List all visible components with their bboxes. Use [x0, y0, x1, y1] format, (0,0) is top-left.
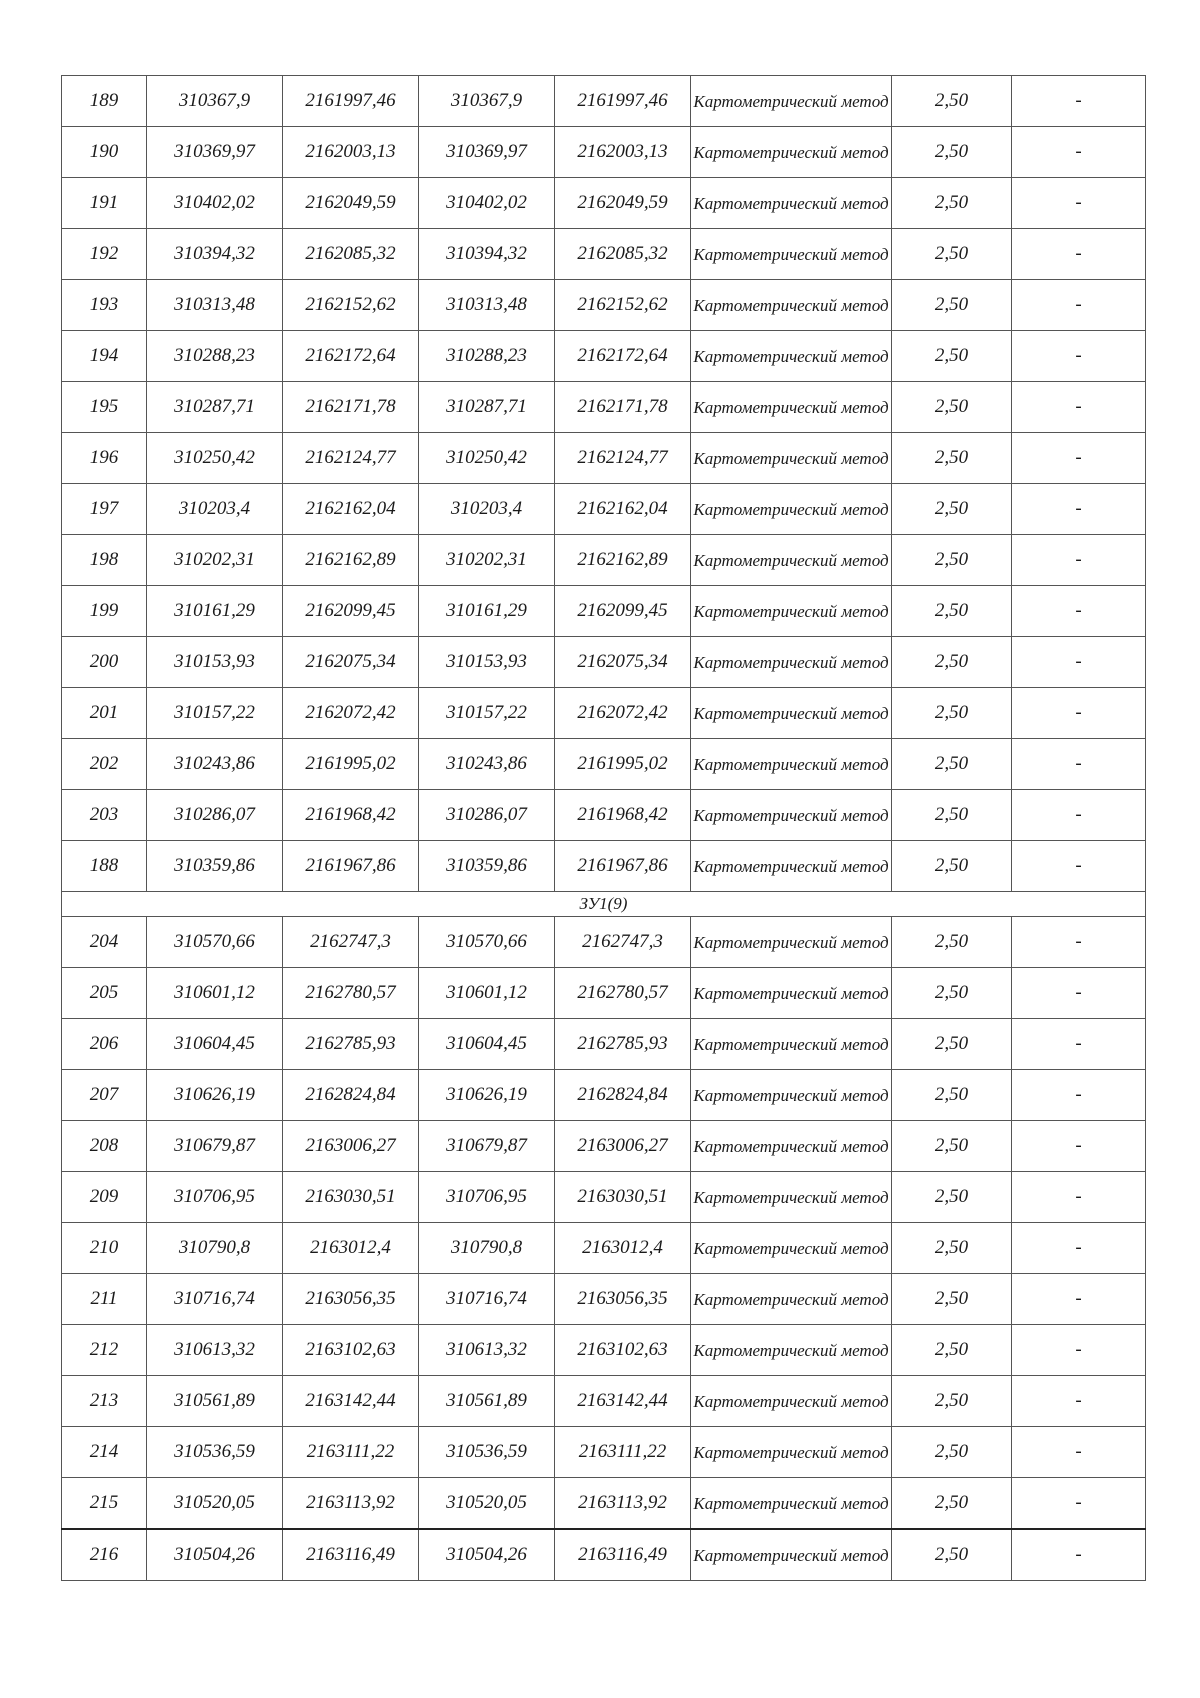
- table-row: [62, 1427, 1146, 1478]
- table-row: [62, 76, 1146, 127]
- refined-y-cell: 2161967,86: [555, 841, 691, 892]
- existing-y-cell: 2162785,93: [283, 1019, 419, 1070]
- refined-y-cell: 2163102,63: [555, 1325, 691, 1376]
- accuracy-cell: 2,50: [892, 1121, 1012, 1172]
- accuracy-cell: 2,50: [892, 127, 1012, 178]
- point-number-cell: 195: [62, 382, 147, 433]
- accuracy-cell: 2,50: [892, 790, 1012, 841]
- accuracy-cell: 2,50: [892, 535, 1012, 586]
- note-cell: -: [1012, 968, 1146, 1019]
- accuracy-cell: 2,50: [892, 280, 1012, 331]
- existing-x-cell: 310561,89: [147, 1376, 283, 1427]
- point-number-cell: 210: [62, 1223, 147, 1274]
- existing-y-cell: 2162003,13: [283, 127, 419, 178]
- refined-y-cell: 2162162,04: [555, 484, 691, 535]
- existing-x-cell: 310157,22: [147, 688, 283, 739]
- method-cell: Картометрический метод: [691, 1172, 892, 1223]
- refined-x-cell: 310203,4: [419, 484, 555, 535]
- note-cell: -: [1012, 1223, 1146, 1274]
- point-number-cell: 204: [62, 917, 147, 968]
- accuracy-cell: 2,50: [892, 1070, 1012, 1121]
- existing-x-cell: 310679,87: [147, 1121, 283, 1172]
- refined-x-cell: 310202,31: [419, 535, 555, 586]
- table-row: [62, 739, 1146, 790]
- existing-x-cell: 310536,59: [147, 1427, 283, 1478]
- refined-x-cell: 310520,05: [419, 1478, 555, 1530]
- note-cell: -: [1012, 127, 1146, 178]
- note-cell: -: [1012, 1376, 1146, 1427]
- table-row: [62, 1325, 1146, 1376]
- table-row: [62, 586, 1146, 637]
- existing-y-cell: 2162162,89: [283, 535, 419, 586]
- accuracy-cell: 2,50: [892, 1019, 1012, 1070]
- method-cell: Картометрический метод: [691, 1427, 892, 1478]
- accuracy-cell: 2,50: [892, 331, 1012, 382]
- accuracy-cell: 2,50: [892, 637, 1012, 688]
- existing-x-cell: 310369,97: [147, 127, 283, 178]
- table-row: [62, 688, 1146, 739]
- note-cell: -: [1012, 917, 1146, 968]
- existing-y-cell: 2163142,44: [283, 1376, 419, 1427]
- table-row: [62, 484, 1146, 535]
- refined-y-cell: 2163142,44: [555, 1376, 691, 1427]
- point-number-cell: 202: [62, 739, 147, 790]
- refined-x-cell: 310601,12: [419, 968, 555, 1019]
- existing-y-cell: 2161968,42: [283, 790, 419, 841]
- coordinates-table: [61, 75, 1146, 1581]
- note-cell: -: [1012, 382, 1146, 433]
- method-cell: Картометрический метод: [691, 688, 892, 739]
- existing-y-cell: 2162085,32: [283, 229, 419, 280]
- existing-y-cell: 2162780,57: [283, 968, 419, 1019]
- point-number-cell: 193: [62, 280, 147, 331]
- point-number-cell: 196: [62, 433, 147, 484]
- refined-y-cell: 2162099,45: [555, 586, 691, 637]
- point-number-cell: 213: [62, 1376, 147, 1427]
- refined-y-cell: 2161968,42: [555, 790, 691, 841]
- note-cell: -: [1012, 1070, 1146, 1121]
- note-cell: -: [1012, 739, 1146, 790]
- table-row: [62, 637, 1146, 688]
- existing-x-cell: 310504,26: [147, 1529, 283, 1581]
- note-cell: -: [1012, 433, 1146, 484]
- accuracy-cell: 2,50: [892, 1172, 1012, 1223]
- point-number-cell: 206: [62, 1019, 147, 1070]
- point-number-cell: 198: [62, 535, 147, 586]
- accuracy-cell: 2,50: [892, 1223, 1012, 1274]
- table-row: [62, 917, 1146, 968]
- refined-y-cell: 2162049,59: [555, 178, 691, 229]
- existing-x-cell: 310153,93: [147, 637, 283, 688]
- refined-x-cell: 310604,45: [419, 1019, 555, 1070]
- note-cell: -: [1012, 586, 1146, 637]
- point-number-cell: 208: [62, 1121, 147, 1172]
- note-cell: -: [1012, 1478, 1146, 1530]
- refined-y-cell: 2161995,02: [555, 739, 691, 790]
- refined-y-cell: 2162075,34: [555, 637, 691, 688]
- method-cell: Картометрический метод: [691, 790, 892, 841]
- refined-y-cell: 2163030,51: [555, 1172, 691, 1223]
- accuracy-cell: 2,50: [892, 586, 1012, 637]
- note-cell: -: [1012, 229, 1146, 280]
- existing-x-cell: 310203,4: [147, 484, 283, 535]
- point-number-cell: 190: [62, 127, 147, 178]
- note-cell: -: [1012, 1172, 1146, 1223]
- accuracy-cell: 2,50: [892, 1376, 1012, 1427]
- refined-y-cell: 2161997,46: [555, 76, 691, 127]
- point-number-cell: 201: [62, 688, 147, 739]
- existing-y-cell: 2162162,04: [283, 484, 419, 535]
- note-cell: -: [1012, 1274, 1146, 1325]
- note-cell: -: [1012, 1529, 1146, 1581]
- table-row: [62, 1070, 1146, 1121]
- existing-x-cell: 310394,32: [147, 229, 283, 280]
- refined-y-cell: 2162785,93: [555, 1019, 691, 1070]
- refined-x-cell: 310287,71: [419, 382, 555, 433]
- method-cell: Картометрический метод: [691, 637, 892, 688]
- existing-x-cell: 310250,42: [147, 433, 283, 484]
- refined-x-cell: 310161,29: [419, 586, 555, 637]
- existing-y-cell: 2162152,62: [283, 280, 419, 331]
- existing-y-cell: 2163116,49: [283, 1529, 419, 1581]
- refined-x-cell: 310402,02: [419, 178, 555, 229]
- accuracy-cell: 2,50: [892, 433, 1012, 484]
- refined-y-cell: 2162162,89: [555, 535, 691, 586]
- refined-y-cell: 2162747,3: [555, 917, 691, 968]
- note-cell: -: [1012, 331, 1146, 382]
- point-number-cell: 207: [62, 1070, 147, 1121]
- method-cell: Картометрический метод: [691, 382, 892, 433]
- existing-x-cell: 310367,9: [147, 76, 283, 127]
- table-row: [62, 968, 1146, 1019]
- note-cell: -: [1012, 178, 1146, 229]
- accuracy-cell: 2,50: [892, 688, 1012, 739]
- point-number-cell: 215: [62, 1478, 147, 1530]
- refined-y-cell: 2162085,32: [555, 229, 691, 280]
- existing-x-cell: 310286,07: [147, 790, 283, 841]
- note-cell: -: [1012, 76, 1146, 127]
- method-cell: Картометрический метод: [691, 331, 892, 382]
- refined-x-cell: 310243,86: [419, 739, 555, 790]
- refined-x-cell: 310153,93: [419, 637, 555, 688]
- existing-y-cell: 2161967,86: [283, 841, 419, 892]
- point-number-cell: 191: [62, 178, 147, 229]
- existing-x-cell: 310359,86: [147, 841, 283, 892]
- existing-x-cell: 310613,32: [147, 1325, 283, 1376]
- method-cell: Картометрический метод: [691, 1121, 892, 1172]
- accuracy-cell: 2,50: [892, 229, 1012, 280]
- method-cell: Картометрический метод: [691, 841, 892, 892]
- refined-x-cell: 310626,19: [419, 1070, 555, 1121]
- existing-y-cell: 2162075,34: [283, 637, 419, 688]
- table-row: [62, 382, 1146, 433]
- accuracy-cell: 2,50: [892, 1427, 1012, 1478]
- existing-y-cell: 2162124,77: [283, 433, 419, 484]
- existing-y-cell: 2163111,22: [283, 1427, 419, 1478]
- table-row: [62, 790, 1146, 841]
- note-cell: -: [1012, 1325, 1146, 1376]
- refined-x-cell: 310359,86: [419, 841, 555, 892]
- refined-x-cell: 310790,8: [419, 1223, 555, 1274]
- table-row: [62, 535, 1146, 586]
- note-cell: -: [1012, 484, 1146, 535]
- section-row: [62, 892, 1146, 917]
- existing-x-cell: 310706,95: [147, 1172, 283, 1223]
- accuracy-cell: 2,50: [892, 739, 1012, 790]
- refined-x-cell: 310504,26: [419, 1529, 555, 1581]
- existing-x-cell: 310202,31: [147, 535, 283, 586]
- refined-x-cell: 310286,07: [419, 790, 555, 841]
- note-cell: -: [1012, 637, 1146, 688]
- existing-x-cell: 310601,12: [147, 968, 283, 1019]
- existing-y-cell: 2163056,35: [283, 1274, 419, 1325]
- accuracy-cell: 2,50: [892, 76, 1012, 127]
- existing-x-cell: 310604,45: [147, 1019, 283, 1070]
- table-row: [62, 433, 1146, 484]
- method-cell: Картометрический метод: [691, 739, 892, 790]
- refined-x-cell: 310561,89: [419, 1376, 555, 1427]
- accuracy-cell: 2,50: [892, 917, 1012, 968]
- refined-x-cell: 310250,42: [419, 433, 555, 484]
- table-row: [62, 229, 1146, 280]
- point-number-cell: 199: [62, 586, 147, 637]
- refined-x-cell: 310716,74: [419, 1274, 555, 1325]
- refined-x-cell: 310367,9: [419, 76, 555, 127]
- refined-y-cell: 2163056,35: [555, 1274, 691, 1325]
- existing-y-cell: 2163030,51: [283, 1172, 419, 1223]
- refined-y-cell: 2163113,92: [555, 1478, 691, 1530]
- accuracy-cell: 2,50: [892, 1325, 1012, 1376]
- table-row: [62, 841, 1146, 892]
- existing-x-cell: 310313,48: [147, 280, 283, 331]
- refined-y-cell: 2162124,77: [555, 433, 691, 484]
- accuracy-cell: 2,50: [892, 1274, 1012, 1325]
- refined-x-cell: 310613,32: [419, 1325, 555, 1376]
- refined-y-cell: 2162780,57: [555, 968, 691, 1019]
- existing-x-cell: 310288,23: [147, 331, 283, 382]
- table-body: [62, 76, 1146, 1581]
- accuracy-cell: 2,50: [892, 484, 1012, 535]
- refined-x-cell: 310157,22: [419, 688, 555, 739]
- table-row: [62, 178, 1146, 229]
- refined-x-cell: 310706,95: [419, 1172, 555, 1223]
- table-row: [62, 1019, 1146, 1070]
- method-cell: Картометрический метод: [691, 280, 892, 331]
- existing-y-cell: 2163102,63: [283, 1325, 419, 1376]
- table-row: [62, 1376, 1146, 1427]
- method-cell: Картометрический метод: [691, 1070, 892, 1121]
- note-cell: -: [1012, 1019, 1146, 1070]
- table-row: [62, 1121, 1146, 1172]
- refined-x-cell: 310570,66: [419, 917, 555, 968]
- table-row: [62, 1223, 1146, 1274]
- existing-y-cell: 2162747,3: [283, 917, 419, 968]
- section-label: ЗУ1(9): [62, 892, 1146, 917]
- accuracy-cell: 2,50: [892, 968, 1012, 1019]
- refined-y-cell: 2163012,4: [555, 1223, 691, 1274]
- accuracy-cell: 2,50: [892, 841, 1012, 892]
- point-number-cell: 216: [62, 1529, 147, 1581]
- existing-x-cell: 310570,66: [147, 917, 283, 968]
- refined-y-cell: 2162171,78: [555, 382, 691, 433]
- existing-x-cell: 310243,86: [147, 739, 283, 790]
- table-row: [62, 1172, 1146, 1223]
- existing-y-cell: 2161997,46: [283, 76, 419, 127]
- existing-x-cell: 310402,02: [147, 178, 283, 229]
- refined-y-cell: 2163111,22: [555, 1427, 691, 1478]
- refined-y-cell: 2162072,42: [555, 688, 691, 739]
- method-cell: Картометрический метод: [691, 484, 892, 535]
- refined-x-cell: 310288,23: [419, 331, 555, 382]
- note-cell: -: [1012, 1427, 1146, 1478]
- refined-x-cell: 310536,59: [419, 1427, 555, 1478]
- existing-y-cell: 2162049,59: [283, 178, 419, 229]
- method-cell: Картометрический метод: [691, 433, 892, 484]
- table-row: [62, 1274, 1146, 1325]
- method-cell: Картометрический метод: [691, 1376, 892, 1427]
- existing-y-cell: 2162072,42: [283, 688, 419, 739]
- note-cell: -: [1012, 535, 1146, 586]
- accuracy-cell: 2,50: [892, 1478, 1012, 1530]
- method-cell: Картометрический метод: [691, 229, 892, 280]
- existing-y-cell: 2162171,78: [283, 382, 419, 433]
- refined-x-cell: 310313,48: [419, 280, 555, 331]
- note-cell: -: [1012, 790, 1146, 841]
- accuracy-cell: 2,50: [892, 178, 1012, 229]
- table-row: [62, 331, 1146, 382]
- method-cell: Картометрический метод: [691, 586, 892, 637]
- existing-y-cell: 2162099,45: [283, 586, 419, 637]
- table-row: [62, 280, 1146, 331]
- refined-y-cell: 2163006,27: [555, 1121, 691, 1172]
- refined-y-cell: 2163116,49: [555, 1529, 691, 1581]
- method-cell: Картометрический метод: [691, 1478, 892, 1530]
- point-number-cell: 203: [62, 790, 147, 841]
- existing-x-cell: 310520,05: [147, 1478, 283, 1530]
- note-cell: -: [1012, 841, 1146, 892]
- method-cell: Картометрический метод: [691, 178, 892, 229]
- point-number-cell: 188: [62, 841, 147, 892]
- method-cell: Картометрический метод: [691, 76, 892, 127]
- note-cell: -: [1012, 1121, 1146, 1172]
- point-number-cell: 200: [62, 637, 147, 688]
- refined-x-cell: 310394,32: [419, 229, 555, 280]
- existing-x-cell: 310161,29: [147, 586, 283, 637]
- point-number-cell: 209: [62, 1172, 147, 1223]
- point-number-cell: 214: [62, 1427, 147, 1478]
- refined-x-cell: 310369,97: [419, 127, 555, 178]
- point-number-cell: 211: [62, 1274, 147, 1325]
- refined-y-cell: 2162824,84: [555, 1070, 691, 1121]
- method-cell: Картометрический метод: [691, 1223, 892, 1274]
- existing-x-cell: 310716,74: [147, 1274, 283, 1325]
- table-row: [62, 127, 1146, 178]
- refined-y-cell: 2162172,64: [555, 331, 691, 382]
- point-number-cell: 189: [62, 76, 147, 127]
- existing-y-cell: 2163012,4: [283, 1223, 419, 1274]
- method-cell: Картометрический метод: [691, 1274, 892, 1325]
- point-number-cell: 212: [62, 1325, 147, 1376]
- method-cell: Картометрический метод: [691, 1529, 892, 1581]
- method-cell: Картометрический метод: [691, 968, 892, 1019]
- method-cell: Картометрический метод: [691, 1325, 892, 1376]
- existing-x-cell: 310790,8: [147, 1223, 283, 1274]
- note-cell: -: [1012, 688, 1146, 739]
- point-number-cell: 192: [62, 229, 147, 280]
- existing-y-cell: 2162824,84: [283, 1070, 419, 1121]
- method-cell: Картометрический метод: [691, 917, 892, 968]
- refined-x-cell: 310679,87: [419, 1121, 555, 1172]
- point-number-cell: 194: [62, 331, 147, 382]
- existing-y-cell: 2161995,02: [283, 739, 419, 790]
- note-cell: -: [1012, 280, 1146, 331]
- method-cell: Картометрический метод: [691, 1019, 892, 1070]
- table-row: [62, 1478, 1146, 1530]
- table-row: [62, 1529, 1146, 1581]
- existing-y-cell: 2163113,92: [283, 1478, 419, 1530]
- accuracy-cell: 2,50: [892, 1529, 1012, 1581]
- existing-y-cell: 2163006,27: [283, 1121, 419, 1172]
- method-cell: Картометрический метод: [691, 535, 892, 586]
- method-cell: Картометрический метод: [691, 127, 892, 178]
- existing-x-cell: 310626,19: [147, 1070, 283, 1121]
- accuracy-cell: 2,50: [892, 382, 1012, 433]
- refined-y-cell: 2162003,13: [555, 127, 691, 178]
- existing-y-cell: 2162172,64: [283, 331, 419, 382]
- point-number-cell: 205: [62, 968, 147, 1019]
- point-number-cell: 197: [62, 484, 147, 535]
- refined-y-cell: 2162152,62: [555, 280, 691, 331]
- existing-x-cell: 310287,71: [147, 382, 283, 433]
